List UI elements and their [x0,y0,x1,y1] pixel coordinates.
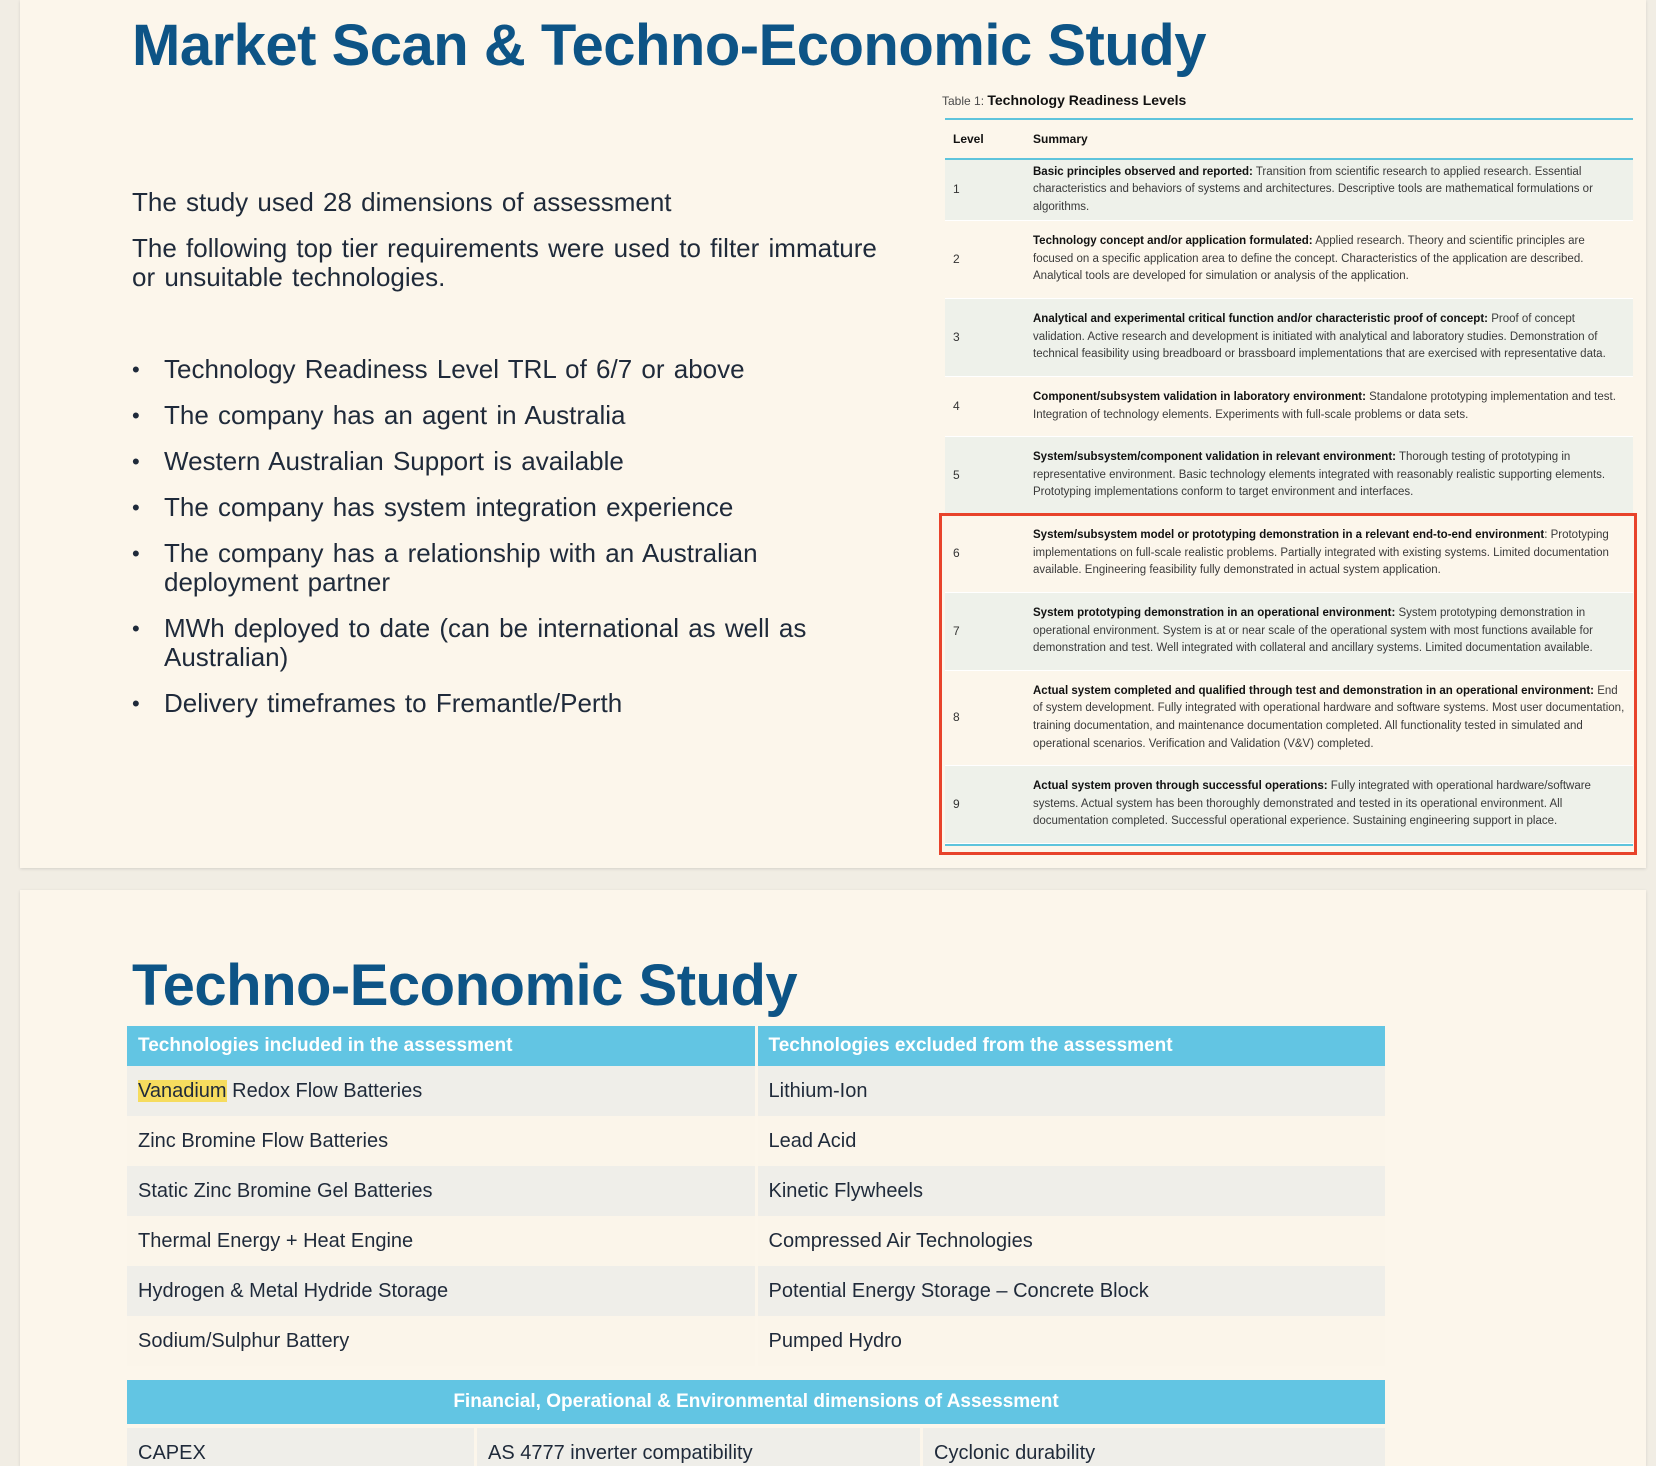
table-row: 8 Actual system completed and qualified through test and demonstration in an operational environment: End of system development. Fully integrated with operational hardware and software systems. Most user documentation, training documentation, and maintenance documentation completed. All functionality tested in simulated and operational scenarios. Verification and Validation (V&V) completed. [945,671,1633,766]
table-row: 7 System prototyping demonstration in an operational environment: System prototyping demonstration in operational environment. System is at or near scale of the operational system with most functions available for demonstration and test. Well integrated with collateral and ancillary systems. Limited documentation available. [945,593,1633,671]
excluded-cell: Kinetic Flywheels [758,1166,1386,1216]
table-row [127,1116,1385,1166]
technologies-table [124,1026,1388,1366]
table-row: 4 Component/subsystem validation in laboratory environment: Standalone prototyping implementation and test. Integration of technology elements. Experiments with full-scale problems or data sets. [945,377,1633,437]
slide-market-scan [20,0,1646,868]
excluded-cell: Lead Acid [758,1116,1386,1166]
intro-dimensions: The study used 28 dimensions of assessment [132,187,672,217]
bullet-icon: • [132,357,140,382]
intro-requirements: The following top tier requirements were used to filter immature or unsuitable technologies. [132,233,877,292]
excluded-header: Technologies excluded from the assessment [758,1026,1386,1066]
financial-dimensions-row [127,1428,1385,1466]
page-title: Market Scan & Techno-Economic Study [132,13,1206,78]
col-summary: Summary [1033,132,1088,146]
included-cell: Vanadium Redox Flow Batteries [127,1066,755,1116]
table-row [127,1216,1385,1266]
included-cell: Hydrogen & Metal Hydride Storage [127,1266,755,1316]
bullet-icon: • [132,541,140,566]
excluded-cell: Pumped Hydro [758,1316,1386,1366]
trl-table-bottom-rule [945,844,1633,846]
table-row [127,1166,1385,1216]
trl-table-body [945,160,1633,844]
bullet-icon: • [132,403,140,428]
slide-techno-economic [20,890,1646,1466]
dimension-cell: CAPEX [127,1428,474,1466]
requirements-list [132,355,862,735]
table-row: 6 System/subsystem model or prototyping demonstration in a relevant end-to-end environment: Prototyping implementations on full-scale realistic problems. Partially integrated with existing systems. Limited documentation available. Engineering feasibility fully demonstrated in actual system application. [945,515,1633,593]
table-row [127,1066,1385,1116]
list-item: • The company has system integration experience [132,492,734,522]
included-cell: Static Zinc Bromine Gel Batteries [127,1166,755,1216]
dimension-cell: Cyclonic durability [923,1428,1385,1466]
table-row [127,1316,1385,1366]
list-item: • Technology Readiness Level TRL of 6/7 or above [132,354,745,384]
bullet-icon: • [132,449,140,474]
list-item: • MWh deployed to date (can be international as well as Australian) [132,613,807,672]
list-item: • Delivery timeframes to Fremantle/Perth [132,688,623,718]
included-cell: Thermal Energy + Heat Engine [127,1216,755,1266]
section-title: Techno-Economic Study [132,953,798,1018]
bullet-icon: • [132,616,140,641]
trl-table-header [945,120,1633,160]
table-row: 1 Basic principles observed and reported: Transition from scientific research to applied research. Essential characteristics and behaviors of systems and architectures. Descriptive tools are mathematical formulations or algorithms. [945,160,1633,221]
col-level: Level [953,132,984,146]
trl-table [945,118,1633,846]
dimension-cell: AS 4777 inverter compatibility [477,1428,920,1466]
included-header: Technologies included in the assessment [127,1026,755,1066]
financial-dimensions-header: Financial, Operational & Environmental dimensions of Assessment [127,1380,1385,1424]
list-item: • The company has an agent in Australia [132,400,626,430]
trl-caption: Table 1: Technology Readiness Levels [942,92,1187,108]
included-cell: Sodium/Sulphur Battery [127,1316,755,1366]
highlighted-word: Vanadium [138,1079,227,1102]
excluded-cell: Compressed Air Technologies [758,1216,1386,1266]
table-row: 3 Analytical and experimental critical function and/or characteristic proof of concept: Proof of concept validation. Active research and development is initiated with analytical and laboratory studies. Demonstration of technical feasibility using breadboard or brassboard implementations that are exercised with representative data. [945,299,1633,377]
table-row: 2 Technology concept and/or application formulated: Applied research. Theory and scientific principles are focused on a specific application area to define the concept. Characteristics of the application are described. Analytical tools are developed for simulation or analysis of the application. [945,221,1633,299]
list-item: • The company has a relationship with an Australian deployment partner [132,538,758,597]
table-row: 9 Actual system proven through successful operations: Fully integrated with operational hardware/software systems. Actual system has been thoroughly demonstrated and tested in its operational environment. All documentation completed. Successful operational experience. Sustaining engineering support in place. [945,766,1633,844]
excluded-cell: Potential Energy Storage – Concrete Block [758,1266,1386,1316]
excluded-cell: Lithium-Ion [758,1066,1386,1116]
table-row: 5 System/subsystem/component validation in relevant environment: Thorough testing of prototyping in representative environment. Basic technology elements integrated with reasonably realistic supporting elements. Prototyping implementations conform to target environment and interfaces. [945,437,1633,515]
list-item: • Western Australian Support is available [132,446,624,476]
bullet-icon: • [132,495,140,520]
included-cell: Zinc Bromine Flow Batteries [127,1116,755,1166]
bullet-icon: • [132,691,140,716]
table-row [127,1266,1385,1316]
